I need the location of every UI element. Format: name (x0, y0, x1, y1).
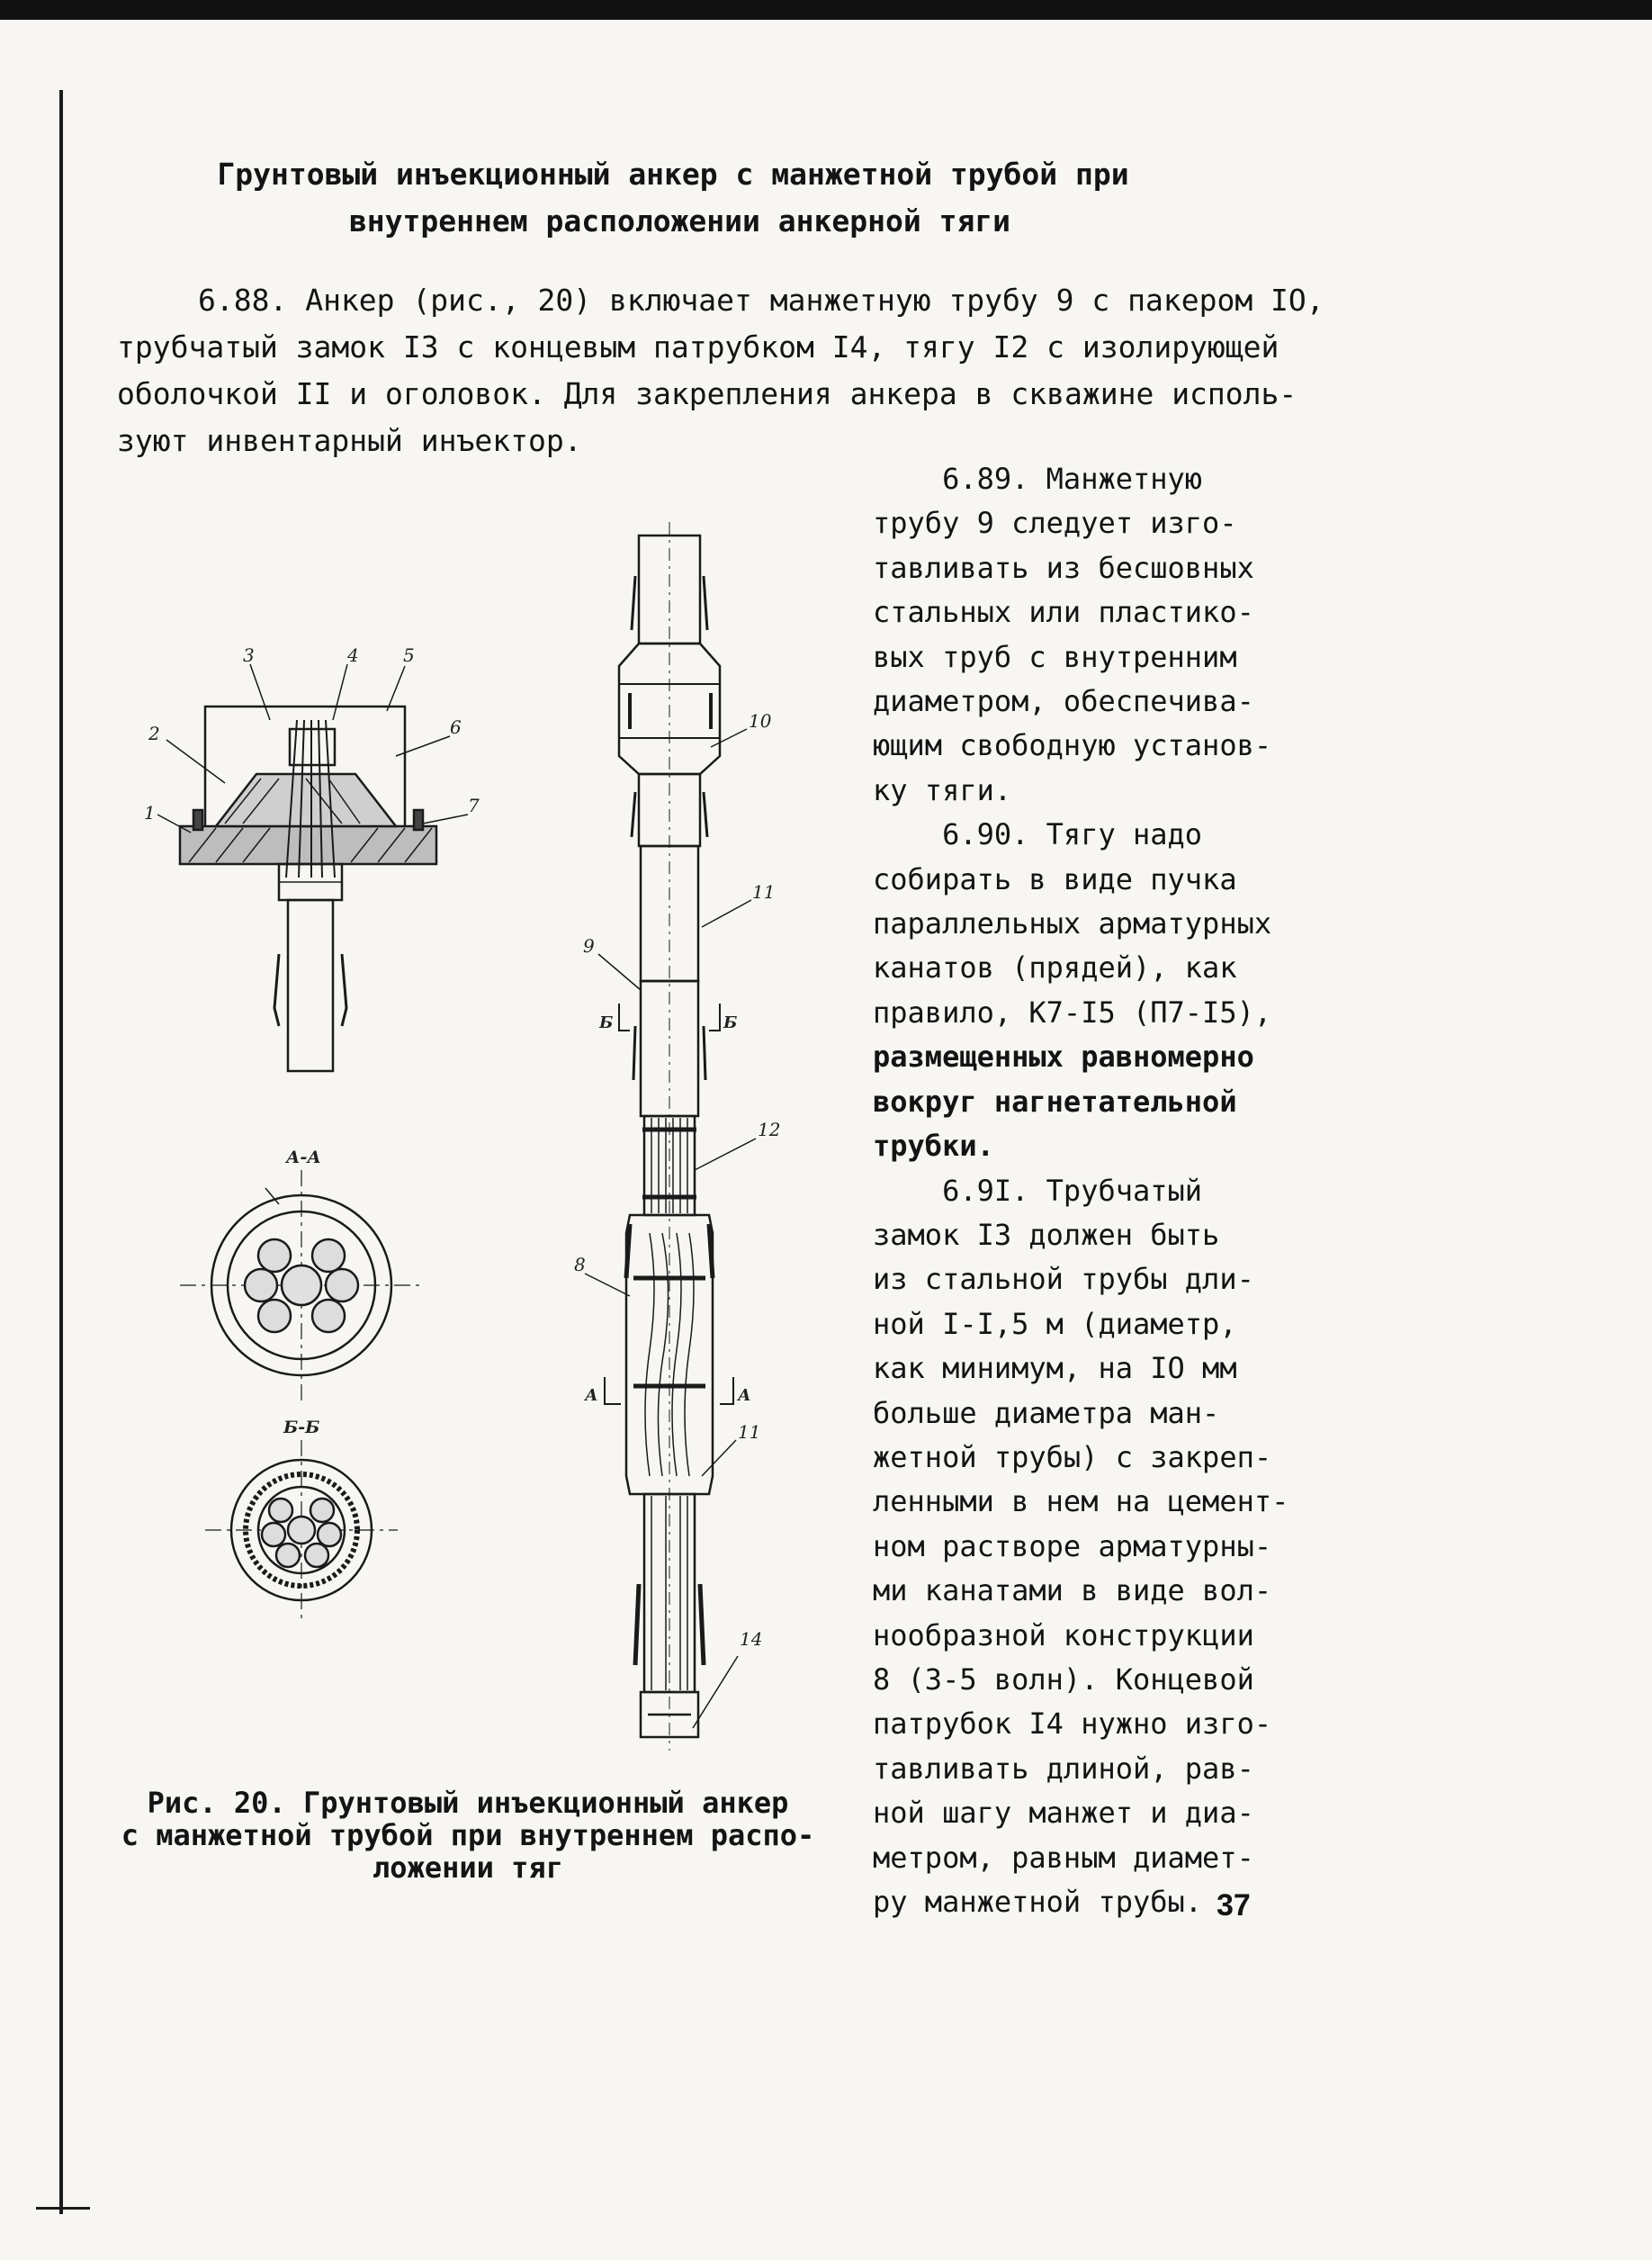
callout-12: 12 (758, 1119, 781, 1140)
column-line: 6.9I. Трубчатый (873, 1173, 1203, 1208)
column-line: 6.90. Тягу надо (873, 817, 1203, 852)
caption-line-1: Рис. 20. Грунтовый инъекционный анкер (147, 1786, 789, 1820)
column-line: тавливать из бесшовных (873, 550, 1254, 585)
column-line: ми канатами в виде вол- (873, 1573, 1272, 1608)
column-line: параллельных арматурных (873, 906, 1272, 941)
callout-3: 3 (243, 644, 255, 666)
section-b-b-label: Б-Б (283, 1418, 320, 1437)
callout-9: 9 (583, 935, 595, 957)
rod-callouts (574, 710, 780, 1650)
page-title-line-2: внутреннем расположении анкерной тяги (348, 203, 1011, 239)
column-line: из стальной трубы дли- (873, 1262, 1254, 1297)
page-number: 37 (1217, 1888, 1251, 1922)
callout-8: 8 (574, 1254, 586, 1275)
column-line: ном растворе арматурны- (873, 1528, 1272, 1563)
callout-2: 2 (148, 723, 160, 744)
column-line: замок I3 должен быть (873, 1217, 1220, 1252)
callout-7: 7 (468, 795, 480, 816)
section-a-a-drawing (180, 1170, 423, 1404)
column-line: нообразной конструкции (873, 1617, 1254, 1652)
cut-a-left: А (585, 1386, 598, 1405)
column-line: ленными в нем на цемент- (873, 1484, 1289, 1519)
callout-5: 5 (403, 644, 415, 666)
column-line: патрубок I4 нужно изго- (873, 1706, 1272, 1742)
column-line: диаметром, обеспечива- (873, 684, 1254, 719)
intro-line: трубчатый замок I3 с концевым патрубком I4, тягу I2 с изолирующей (117, 329, 1279, 365)
column-line: метром, равным диамет- (873, 1840, 1254, 1875)
column-line: трубу 9 следует изго- (873, 506, 1237, 541)
section-b-b-drawing (205, 1440, 398, 1620)
cut-a-right: А (738, 1386, 751, 1405)
column-line: собирать в виде пучка (873, 861, 1237, 896)
column-line: ру манжетной трубы. (873, 1885, 1203, 1919)
column-line: размещенных равномерно (873, 1040, 1254, 1075)
column-line: ной I-I,5 м (диаметр, (873, 1306, 1237, 1341)
callout-10: 10 (749, 710, 772, 732)
cut-b-right: Б (723, 1013, 738, 1032)
column-line: ку тяги. (873, 772, 1012, 807)
caption-line-3: ложении тяг (373, 1850, 563, 1885)
column-line: 6.89. Манжетную (873, 462, 1203, 496)
column-line: правило, К7-I5 (П7-I5), (873, 995, 1272, 1030)
intro-line: зуют инвентарный инъектор. (117, 423, 582, 458)
column-line: вокруг нагнетательной (873, 1084, 1237, 1119)
section-a-a-label: А-А (286, 1148, 321, 1167)
column-line: жетной трубы) с закреп- (873, 1439, 1272, 1474)
column-line: вых труб с внутренним (873, 639, 1237, 674)
intro-line: 6.88. Анкер (рис., 20) включает манжетную трубу 9 с пакером IO, (198, 283, 1324, 318)
column-line: больше диаметра ман- (873, 1395, 1220, 1430)
column-line: ющим свободную установ- (873, 728, 1272, 763)
caption-line-2: с манжетной трубой при внутреннем распо- (121, 1818, 815, 1852)
callout-11-lower: 11 (738, 1421, 761, 1443)
anchor-rod-drawing (585, 522, 756, 1751)
callout-11-upper: 11 (752, 881, 776, 903)
head-pipe (288, 900, 333, 1071)
callout-6: 6 (450, 716, 462, 738)
column-line: стальных или пластико- (873, 595, 1254, 630)
column-line: трубки. (873, 1129, 994, 1164)
column-line: 8 (3-5 волн). Концевой (873, 1661, 1254, 1697)
callout-1: 1 (144, 802, 156, 824)
anchor-head-drawing (157, 664, 468, 1071)
column-line: как минимум, на IO мм (873, 1351, 1237, 1386)
callout-14: 14 (740, 1628, 763, 1650)
callout-4: 4 (347, 644, 359, 666)
column-line: ной шагу манжет и диа- (873, 1796, 1254, 1831)
cut-b-left: Б (599, 1013, 614, 1032)
intro-line: оболочкой II и оголовок. Для закрепления анкера в скважине исполь- (117, 376, 1297, 411)
column-line: тавливать длиной, рав- (873, 1751, 1254, 1786)
page-title-line-1: Грунтовый инъекционный анкер с манжетной трубой при (217, 157, 1129, 192)
column-line: канатов (прядей), как (873, 950, 1237, 986)
